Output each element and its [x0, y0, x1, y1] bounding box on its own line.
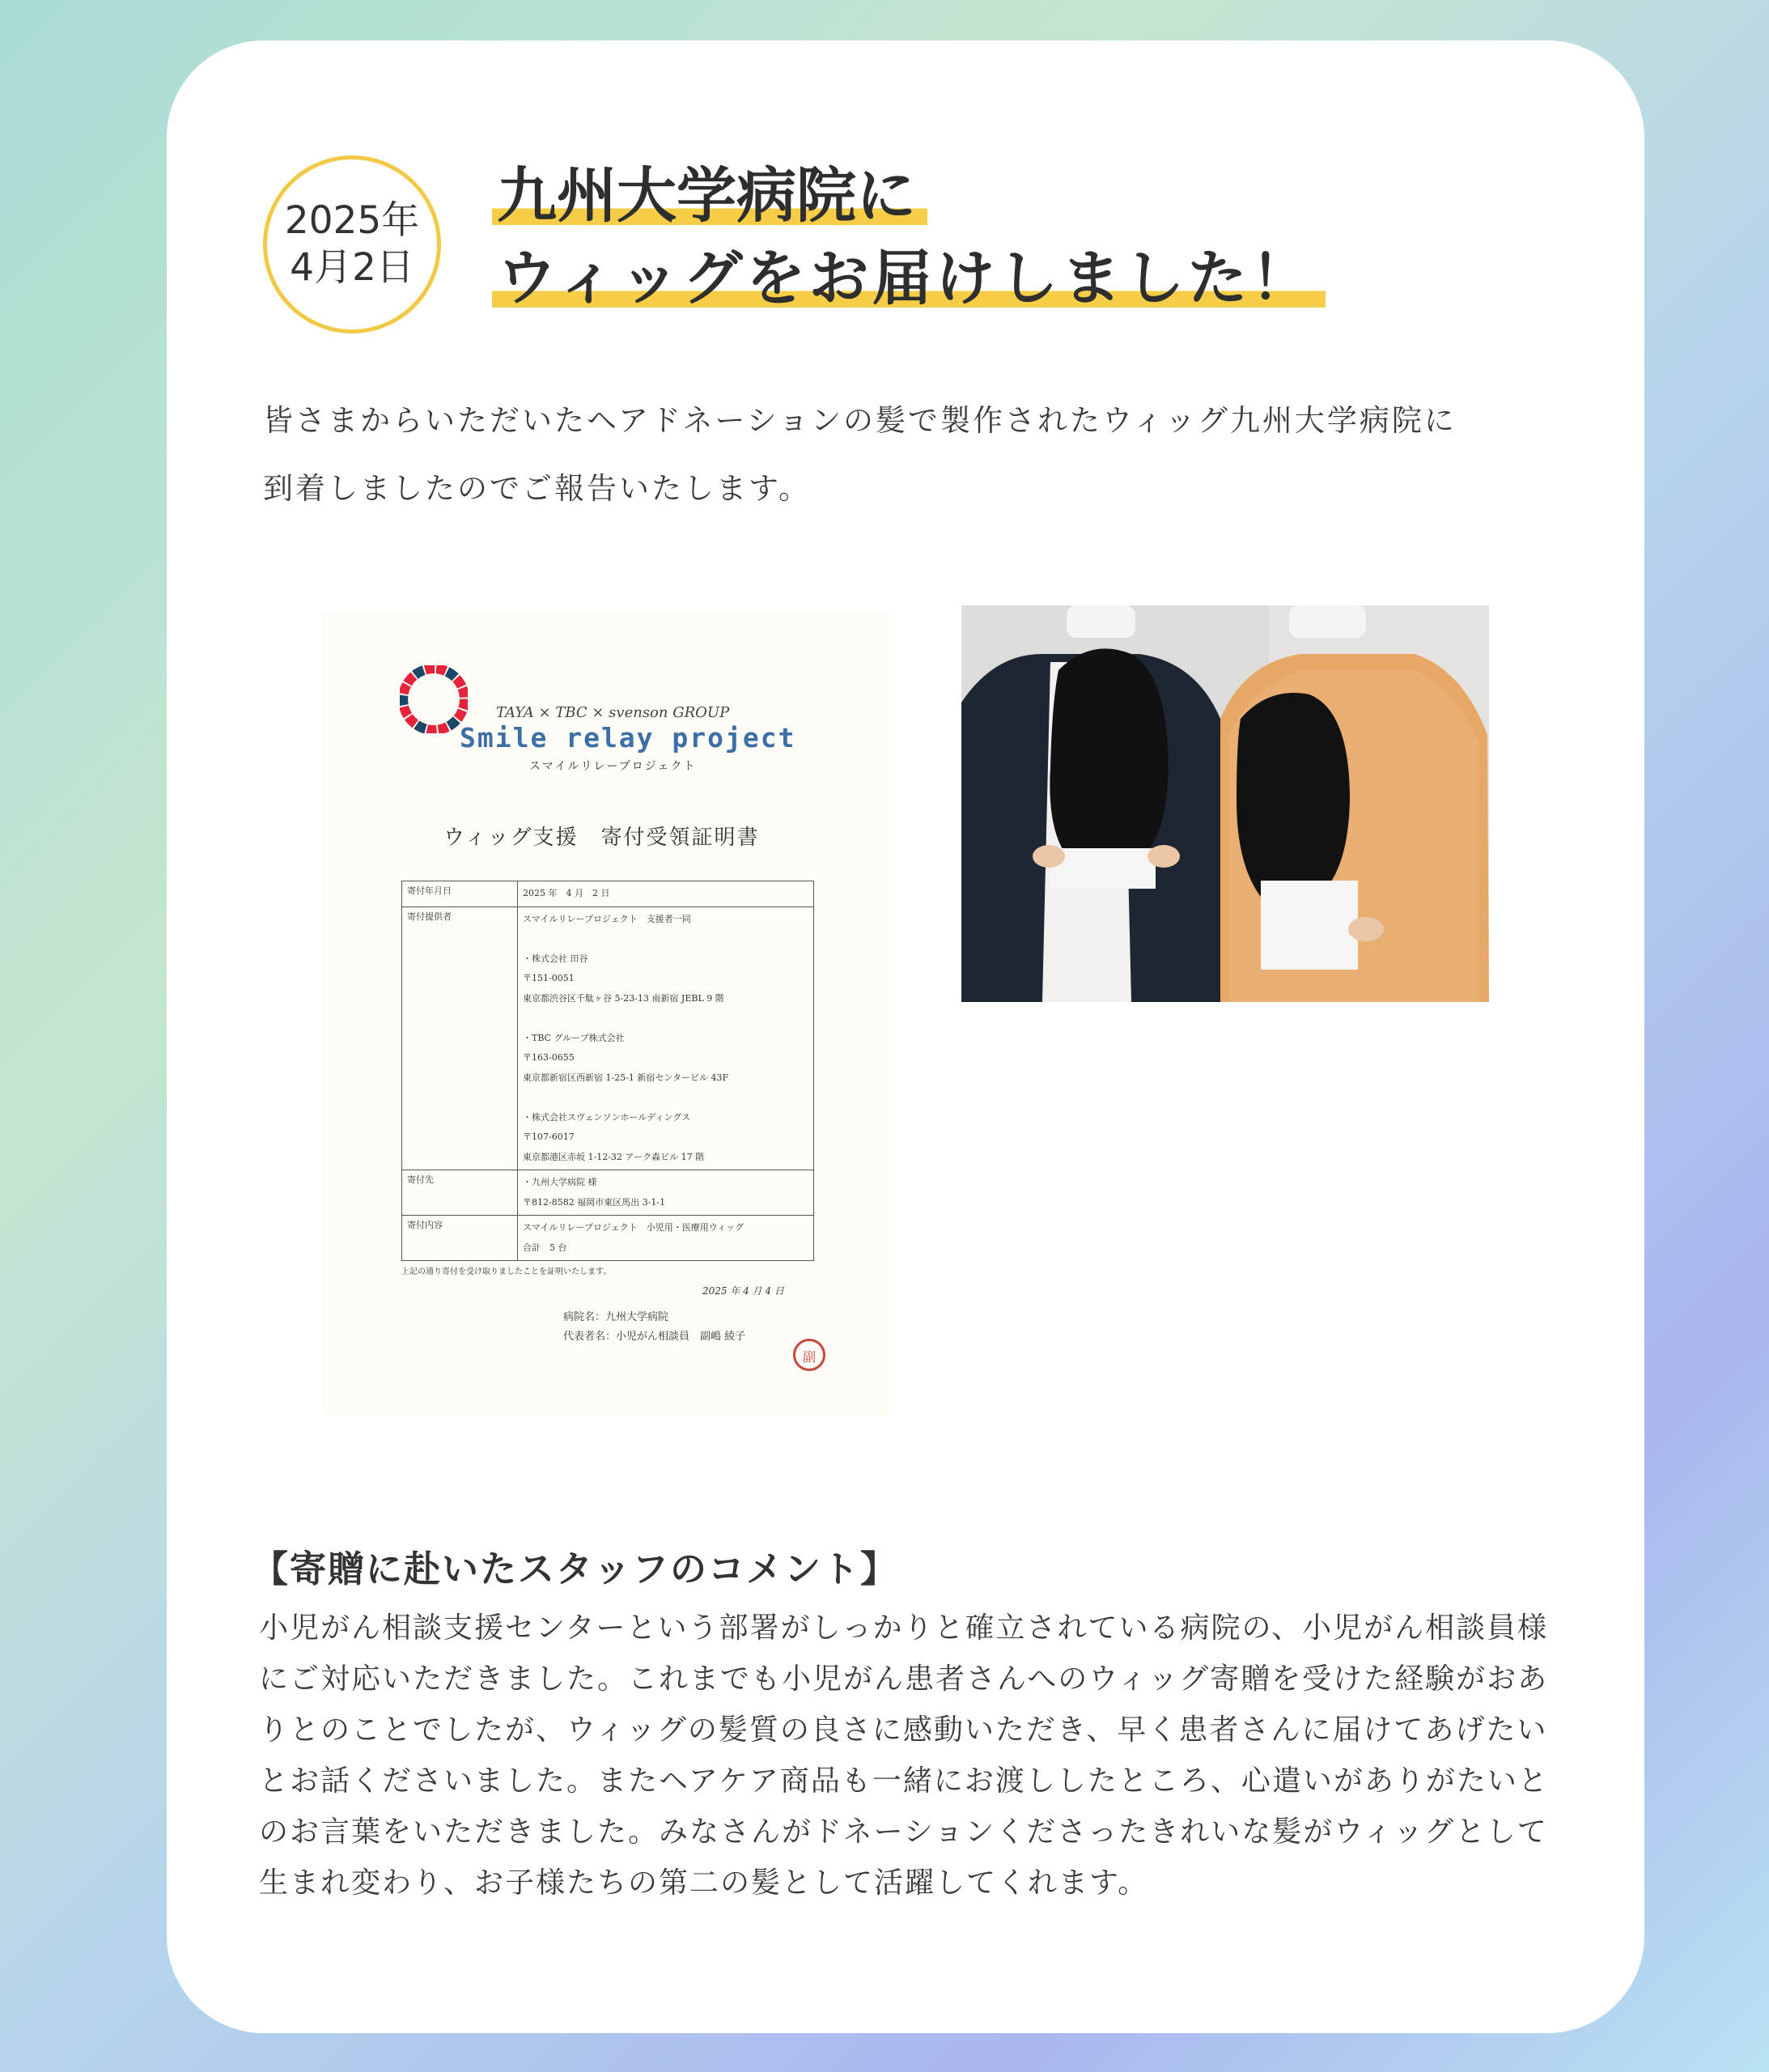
table-row — [402, 1216, 814, 1261]
certificate-brand-kana: スマイルリレープロジェクト — [529, 760, 697, 773]
certificate-footer: 上記の通り寄付を受け取りましたことを証明いたします。 — [401, 1267, 612, 1276]
certificate-hospital: 病院名：九州大学病院 — [563, 1311, 669, 1323]
table-value: 2025 年 4 月 2 日 — [518, 881, 814, 907]
certificate-brand-top: TAYA × TBC × svenson GROUP — [496, 704, 730, 721]
wig-delivery-photo — [961, 605, 1489, 1002]
certificate-table — [401, 881, 814, 1261]
table-value: スマイルリレープロジェクト 小児用・医療用ウィッグ 合計 5 台 — [518, 1216, 814, 1261]
comment-line: りとのことでしたが、ウィッグの髪質の良さに感動いただき、早く患者さんに届けてあげたい — [259, 1713, 1548, 1747]
table-key: 寄付内容 — [402, 1216, 518, 1261]
comment-text — [259, 1603, 1554, 1909]
table-row — [402, 906, 814, 1170]
page-title-line-1: 九州大学病院に — [492, 159, 927, 233]
date-day: 4月2日 — [290, 245, 414, 290]
comment-line: とお話くださいました。またヘアケア商品も一緒にお渡ししたところ、心遣いがありがたいと — [259, 1764, 1549, 1798]
sdgs-wheel-icon — [400, 665, 468, 733]
comment-line: のお言葉をいただきました。みなさんがドネーションくださったきれいな髪がウィッグとして — [259, 1815, 1548, 1849]
comment-line: にご対応いただきました。これまでも小児がん患者さんへのウィッグ寄贈を受けた経験がおあ — [259, 1662, 1549, 1696]
table-key: 寄付先 — [402, 1170, 518, 1216]
donation-certificate-image — [322, 612, 889, 1416]
table-row — [402, 1170, 814, 1216]
comment-line: 生まれ変わり、お子様たちの第二の髪として活躍してくれます。 — [259, 1866, 1149, 1900]
certificate-heading: ウィッグ支援 寄付受領証明書 — [443, 826, 760, 850]
table-value: ・九州大学病院 様 〒812-8582 福岡市東区馬出 3-1-1 — [518, 1170, 814, 1216]
date-year: 2025年 — [284, 198, 420, 243]
table-value: スマイルリレープロジェクト 支援者一同 ・株式会社 田谷 〒151-0051 東京都渋谷区千駄ヶ谷 5-23-13 南新宿 JEBL 9 階 ・TBC グループ株式会社 〒163-0655 東京都新宿区西新宿 1-25-1 新宿センタービル 43F ・株式会社スヴェンソンホールディングス 〒107-6017 東京都港区赤坂 1-12-32 アーク森ビル 17 階 — [518, 906, 814, 1170]
certificate-sign-date: 2025 年 4 月 4 日 — [702, 1285, 784, 1297]
certificate-representative: 代表者名：小児がん相談員 副嶋 綾子 — [563, 1331, 746, 1343]
table-row — [402, 881, 814, 907]
staff-holding-wigs-image — [961, 605, 1489, 1002]
intro-line: 皆さまからいただいたヘアドネーションの髪で製作されたウィッグ九州大学病院に — [263, 403, 1457, 438]
page-title-line-2: ウィッグをお届けしました！ — [492, 241, 1326, 316]
certificate-seal: 副 — [793, 1339, 825, 1371]
table-key: 寄付年月日 — [402, 881, 518, 907]
comment-line: 小児がん相談支援センターという部署がしっかりと確立されている病院の、小児がん相談員様 — [259, 1611, 1549, 1645]
comment-section-title: 【寄贈に赴いたスタッフのコメント】 — [252, 1548, 899, 1590]
date-badge — [263, 155, 441, 333]
table-key: 寄付提供者 — [402, 906, 518, 1170]
certificate-brand-logo: Smile relay project — [460, 722, 796, 754]
intro-line: 到着しましたのでご報告いたします。 — [263, 471, 812, 506]
intro-text — [263, 387, 1558, 523]
